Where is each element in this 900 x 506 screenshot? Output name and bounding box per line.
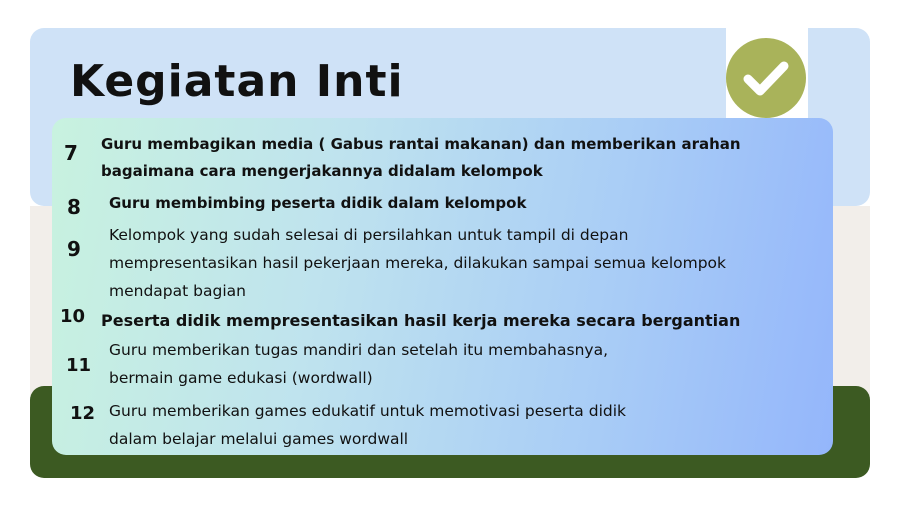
step-text-line: bermain game edukasi (wordwall): [109, 369, 373, 387]
step-text-line: mendapat bagian: [109, 282, 246, 300]
step-number: 9: [67, 237, 81, 261]
step-text-line: Guru memberikan games edukatif untuk memotivasi peserta didik: [109, 402, 627, 420]
page-title: Kegiatan Inti: [70, 56, 404, 107]
step-number: 11: [66, 355, 92, 376]
step-number: 12: [70, 403, 96, 424]
step-text-line: bagaimana cara mengerjakannya didalam kelompok: [101, 162, 543, 180]
step-number: 8: [67, 195, 81, 219]
step-text-line: dalam belajar melalui games wordwall: [109, 430, 409, 448]
step-text-line: mempresentasikan hasil pekerjaan mereka, dilakukan sampai semua kelompok: [109, 254, 727, 272]
step-text-line: Guru membimbing peserta didik dalam kelompok: [109, 194, 527, 212]
check-icon: [726, 38, 806, 118]
step-text-line: Peserta didik mempresentasikan hasil kerja mereka secara bergantian: [101, 311, 741, 330]
step-number: 7: [64, 141, 78, 165]
step-text-line: Guru membagikan media ( Gabus rantai makanan) dan memberikan arahan: [101, 135, 741, 153]
step-text-line: Kelompok yang sudah selesai di persilahkan untuk tampil di depan: [109, 226, 629, 244]
step-number: 10: [60, 306, 86, 327]
step-text-line: Guru memberikan tugas mandiri dan setelah itu membahasnya,: [109, 341, 609, 359]
